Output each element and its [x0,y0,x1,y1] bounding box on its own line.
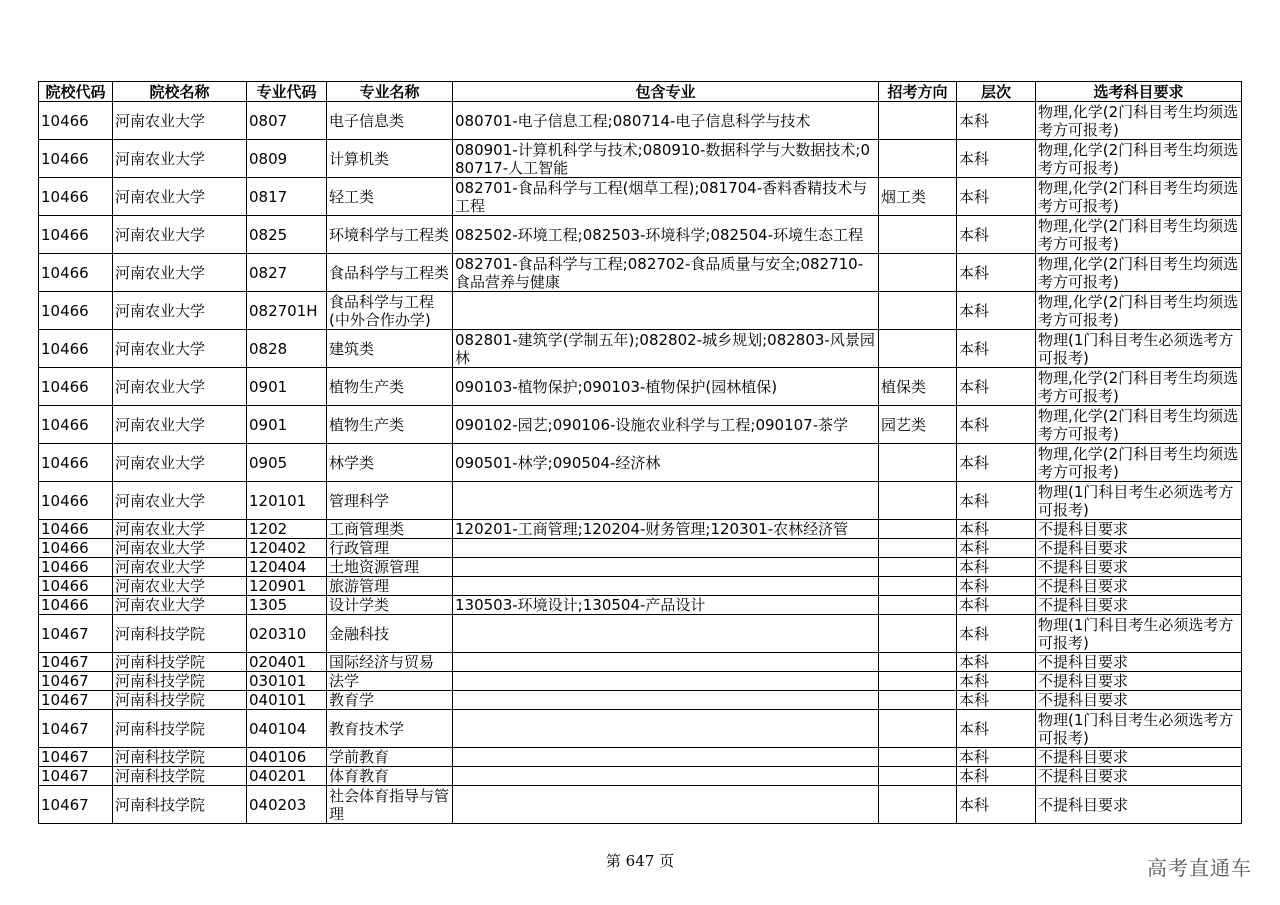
included-majors-cell [453,786,879,824]
major-code-cell: 040203 [247,786,327,824]
major-code-cell: 120101 [247,482,327,520]
school-name-cell: 河南农业大学 [113,254,247,292]
included-majors-cell [453,748,879,767]
school-code-cell: 10466 [39,254,113,292]
major-name-cell: 林学类 [327,444,453,482]
subject-requirement-cell: 不提科目要求 [1036,767,1242,786]
school-code-cell: 10466 [39,520,113,539]
school-name-cell: 河南科技学院 [113,691,247,710]
major-name-cell: 金融科技 [327,615,453,653]
subject-requirement-cell: 物理,化学(2门科目考生均须选考方可报考) [1036,444,1242,482]
included-majors-cell [453,653,879,672]
major-code-cell: 0901 [247,406,327,444]
included-majors-cell: 082701-食品科学与工程;082702-食品质量与安全;082710-食品营养与健康 [453,254,879,292]
included-majors-cell [453,767,879,786]
subject-requirement-cell: 物理,化学(2门科目考生均须选考方可报考) [1036,406,1242,444]
major-code-cell: 120402 [247,539,327,558]
major-code-cell: 040101 [247,691,327,710]
school-code-cell: 10466 [39,482,113,520]
direction-cell [879,672,957,691]
table-row [39,748,1242,767]
major-code-cell: 0828 [247,330,327,368]
level-cell: 本科 [957,653,1036,672]
watermark-logo-text: 高考直通车 [1147,856,1252,880]
major-name-cell: 管理科学 [327,482,453,520]
admission-table [38,81,1242,824]
major-name-cell: 计算机类 [327,140,453,178]
major-code-cell: 0901 [247,368,327,406]
school-code-cell: 10466 [39,178,113,216]
table-row [39,482,1242,520]
school-name-cell: 河南农业大学 [113,444,247,482]
included-majors-cell: 082502-环境工程;082503-环境科学;082504-环境生态工程 [453,216,879,254]
column-header: 院校代码 [39,82,113,102]
included-majors-cell [453,615,879,653]
level-cell: 本科 [957,482,1036,520]
table-row [39,178,1242,216]
level-cell: 本科 [957,558,1036,577]
major-name-cell: 电子信息类 [327,102,453,140]
school-code-cell: 10466 [39,577,113,596]
major-name-cell: 建筑类 [327,330,453,368]
table-row [39,672,1242,691]
direction-cell [879,330,957,368]
direction-cell [879,539,957,558]
school-name-cell: 河南农业大学 [113,292,247,330]
school-name-cell: 河南农业大学 [113,330,247,368]
school-name-cell: 河南科技学院 [113,710,247,748]
major-code-cell: 040106 [247,748,327,767]
included-majors-cell [453,539,879,558]
table-row [39,615,1242,653]
school-name-cell: 河南农业大学 [113,577,247,596]
included-majors-cell [453,482,879,520]
school-name-cell: 河南农业大学 [113,140,247,178]
included-majors-cell: 082801-建筑学(学制五年);082802-城乡规划;082803-风景园林 [453,330,879,368]
subject-requirement-cell: 物理,化学(2门科目考生均须选考方可报考) [1036,254,1242,292]
school-name-cell: 河南农业大学 [113,596,247,615]
direction-cell [879,292,957,330]
included-majors-cell: 080701-电子信息工程;080714-电子信息科学与技术 [453,102,879,140]
column-header: 院校名称 [113,82,247,102]
level-cell: 本科 [957,786,1036,824]
direction-cell [879,653,957,672]
level-cell: 本科 [957,539,1036,558]
subject-requirement-cell: 不提科目要求 [1036,558,1242,577]
column-header: 层次 [957,82,1036,102]
column-header: 专业代码 [247,82,327,102]
included-majors-cell [453,691,879,710]
included-majors-cell: 120201-工商管理;120204-财务管理;120301-农林经济管 [453,520,879,539]
major-name-cell: 设计学类 [327,596,453,615]
school-name-cell: 河南农业大学 [113,482,247,520]
major-code-cell: 040104 [247,710,327,748]
direction-cell [879,615,957,653]
school-code-cell: 10467 [39,691,113,710]
table-row [39,444,1242,482]
column-header: 招考方向 [879,82,957,102]
level-cell: 本科 [957,615,1036,653]
subject-requirement-cell: 不提科目要求 [1036,596,1242,615]
subject-requirement-cell: 物理,化学(2门科目考生均须选考方可报考) [1036,178,1242,216]
major-code-cell: 040201 [247,767,327,786]
level-cell: 本科 [957,140,1036,178]
direction-cell [879,444,957,482]
level-cell: 本科 [957,767,1036,786]
school-name-cell: 河南科技学院 [113,615,247,653]
column-header: 包含专业 [453,82,879,102]
direction-cell [879,767,957,786]
subject-requirement-cell: 物理,化学(2门科目考生均须选考方可报考) [1036,102,1242,140]
major-code-cell: 1305 [247,596,327,615]
included-majors-cell: 082701-食品科学与工程(烟草工程);081704-香料香精技术与工程 [453,178,879,216]
table-row [39,786,1242,824]
school-code-cell: 10466 [39,444,113,482]
direction-cell: 烟工类 [879,178,957,216]
subject-requirement-cell: 不提科目要求 [1036,748,1242,767]
subject-requirement-cell: 物理,化学(2门科目考生均须选考方可报考) [1036,216,1242,254]
school-code-cell: 10466 [39,140,113,178]
included-majors-cell: 090102-园艺;090106-设施农业科学与工程;090107-茶学 [453,406,879,444]
school-code-cell: 10466 [39,292,113,330]
level-cell: 本科 [957,748,1036,767]
table-row [39,596,1242,615]
major-name-cell: 食品科学与工程(中外合作办学) [327,292,453,330]
direction-cell [879,216,957,254]
table-row [39,140,1242,178]
direction-cell [879,748,957,767]
major-code-cell: 0817 [247,178,327,216]
included-majors-cell [453,672,879,691]
major-name-cell: 教育技术学 [327,710,453,748]
direction-cell [879,558,957,577]
subject-requirement-cell: 物理(1门科目考生必须选考方可报考) [1036,330,1242,368]
direction-cell [879,577,957,596]
major-name-cell: 环境科学与工程类 [327,216,453,254]
direction-cell [879,140,957,178]
major-code-cell: 0827 [247,254,327,292]
school-code-cell: 10467 [39,710,113,748]
subject-requirement-cell: 物理(1门科目考生必须选考方可报考) [1036,710,1242,748]
level-cell: 本科 [957,330,1036,368]
table-row [39,330,1242,368]
included-majors-cell: 090103-植物保护;090103-植物保护(园林植保) [453,368,879,406]
major-name-cell: 土地资源管理 [327,558,453,577]
table-row [39,691,1242,710]
school-name-cell: 河南农业大学 [113,406,247,444]
included-majors-cell: 130503-环境设计;130504-产品设计 [453,596,879,615]
school-code-cell: 10466 [39,368,113,406]
school-name-cell: 河南农业大学 [113,520,247,539]
subject-requirement-cell: 不提科目要求 [1036,691,1242,710]
level-cell: 本科 [957,577,1036,596]
table-row [39,710,1242,748]
major-code-cell: 0825 [247,216,327,254]
school-code-cell: 10466 [39,102,113,140]
level-cell: 本科 [957,444,1036,482]
included-majors-cell: 090501-林学;090504-经济林 [453,444,879,482]
included-majors-cell [453,577,879,596]
level-cell: 本科 [957,520,1036,539]
subject-requirement-cell: 不提科目要求 [1036,653,1242,672]
direction-cell [879,786,957,824]
direction-cell [879,102,957,140]
major-name-cell: 国际经济与贸易 [327,653,453,672]
table-row [39,767,1242,786]
level-cell: 本科 [957,368,1036,406]
subject-requirement-cell: 物理(1门科目考生必须选考方可报考) [1036,615,1242,653]
direction-cell: 植保类 [879,368,957,406]
school-code-cell: 10466 [39,558,113,577]
school-name-cell: 河南农业大学 [113,102,247,140]
school-code-cell: 10467 [39,748,113,767]
major-code-cell: 0905 [247,444,327,482]
page-number: 第 647 页 [605,852,675,870]
direction-cell [879,691,957,710]
school-code-cell: 10467 [39,653,113,672]
column-header: 专业名称 [327,82,453,102]
level-cell: 本科 [957,178,1036,216]
major-name-cell: 社会体育指导与管理 [327,786,453,824]
major-code-cell: 030101 [247,672,327,691]
table-row [39,520,1242,539]
level-cell: 本科 [957,672,1036,691]
included-majors-cell [453,558,879,577]
school-code-cell: 10467 [39,786,113,824]
table-row [39,102,1242,140]
major-name-cell: 法学 [327,672,453,691]
school-code-cell: 10466 [39,216,113,254]
major-name-cell: 工商管理类 [327,520,453,539]
table-row [39,406,1242,444]
subject-requirement-cell: 不提科目要求 [1036,786,1242,824]
school-code-cell: 10466 [39,406,113,444]
school-code-cell: 10467 [39,615,113,653]
school-code-cell: 10467 [39,767,113,786]
major-name-cell: 学前教育 [327,748,453,767]
school-code-cell: 10466 [39,330,113,368]
subject-requirement-cell: 物理(1门科目考生必须选考方可报考) [1036,482,1242,520]
subject-requirement-cell: 物理,化学(2门科目考生均须选考方可报考) [1036,368,1242,406]
major-name-cell: 轻工类 [327,178,453,216]
subject-requirement-cell: 物理,化学(2门科目考生均须选考方可报考) [1036,140,1242,178]
table-row [39,292,1242,330]
column-header: 选考科目要求 [1036,82,1242,102]
table-row [39,653,1242,672]
level-cell: 本科 [957,216,1036,254]
major-name-cell: 植物生产类 [327,368,453,406]
table-row [39,558,1242,577]
subject-requirement-cell: 物理,化学(2门科目考生均须选考方可报考) [1036,292,1242,330]
level-cell: 本科 [957,710,1036,748]
major-name-cell: 旅游管理 [327,577,453,596]
table-row [39,577,1242,596]
major-code-cell: 082701H [247,292,327,330]
subject-requirement-cell: 不提科目要求 [1036,539,1242,558]
subject-requirement-cell: 不提科目要求 [1036,672,1242,691]
school-name-cell: 河南科技学院 [113,767,247,786]
included-majors-cell: 080901-计算机科学与技术;080910-数据科学与大数据技术;080717-人工智能 [453,140,879,178]
school-code-cell: 10466 [39,596,113,615]
level-cell: 本科 [957,596,1036,615]
direction-cell: 园艺类 [879,406,957,444]
table-row [39,539,1242,558]
school-name-cell: 河南科技学院 [113,786,247,824]
school-code-cell: 10466 [39,539,113,558]
level-cell: 本科 [957,102,1036,140]
school-name-cell: 河南科技学院 [113,653,247,672]
school-name-cell: 河南科技学院 [113,672,247,691]
subject-requirement-cell: 不提科目要求 [1036,520,1242,539]
table-row [39,368,1242,406]
direction-cell [879,482,957,520]
direction-cell [879,254,957,292]
level-cell: 本科 [957,691,1036,710]
major-name-cell: 教育学 [327,691,453,710]
major-code-cell: 1202 [247,520,327,539]
subject-requirement-cell: 不提科目要求 [1036,577,1242,596]
major-code-cell: 120901 [247,577,327,596]
major-code-cell: 020401 [247,653,327,672]
direction-cell [879,520,957,539]
school-name-cell: 河南科技学院 [113,748,247,767]
direction-cell [879,710,957,748]
school-name-cell: 河南农业大学 [113,178,247,216]
table-row [39,216,1242,254]
included-majors-cell [453,710,879,748]
table-header-row [39,82,1242,102]
major-name-cell: 体育教育 [327,767,453,786]
major-code-cell: 120404 [247,558,327,577]
school-name-cell: 河南农业大学 [113,216,247,254]
major-name-cell: 行政管理 [327,539,453,558]
direction-cell [879,596,957,615]
major-name-cell: 食品科学与工程类 [327,254,453,292]
level-cell: 本科 [957,406,1036,444]
table-row [39,254,1242,292]
school-name-cell: 河南农业大学 [113,539,247,558]
school-name-cell: 河南农业大学 [113,558,247,577]
school-code-cell: 10467 [39,672,113,691]
school-name-cell: 河南农业大学 [113,368,247,406]
major-code-cell: 0809 [247,140,327,178]
major-code-cell: 020310 [247,615,327,653]
major-code-cell: 0807 [247,102,327,140]
level-cell: 本科 [957,254,1036,292]
included-majors-cell [453,292,879,330]
major-name-cell: 植物生产类 [327,406,453,444]
level-cell: 本科 [957,292,1036,330]
